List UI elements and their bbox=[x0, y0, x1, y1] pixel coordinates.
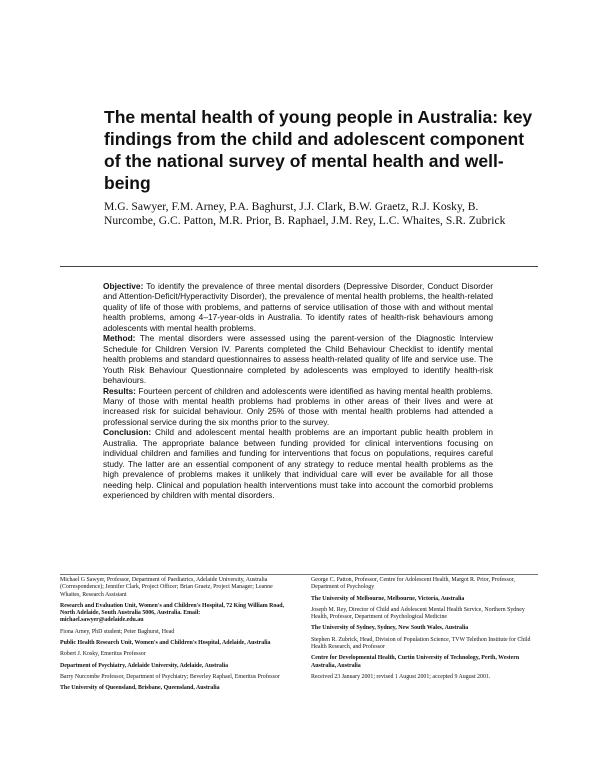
conclusion-text: Child and adolescent mental health problems are an important public health problem in Australia. The appropriate balance between funding provided for clinical interventions focusing on individual children and families and funding for interventions that focus on populations, requires careful study. The latter are an essential component of any strategy to reduce mental health problems as the high prevalence of problems makes it unlikely that individual care will ever be available for all those needing help. Clinical and population health interventions must take into account the comorbid problems experienced by children with mental disorders. bbox=[103, 427, 493, 501]
results-label: Results: bbox=[103, 385, 136, 396]
affiliations-left-column bbox=[60, 577, 284, 697]
objective-label: Objective: bbox=[103, 281, 144, 291]
author-list: M.G. Sawyer, F.M. Arney, P.A. Baghurst, J.J. Clark, B.W. Graetz, R.J. Kosky, B. Nurcombe, G.C. Patton, M.R. Prior, B. Raphael, J.M. Rey, L.C. Whaites, S.R. Zubrick bbox=[104, 200, 506, 228]
abstract-objective bbox=[103, 281, 493, 333]
objective-text: To identify the prevalence of three mental disorders (Depressive Disorder, Conduct Disorder and Attention-Deficit/Hyperactivity Disorder), the prevalence of mental health problems, the health-related quality of life of those with problems, and patterns of service utilisation of those with and without mental health problems, among 4–17-year-olds in Australia. To identify rates of health-risk behaviours among adolescents with mental health problems. bbox=[103, 281, 493, 333]
affiliation-entry: Stephen R. Zubrick, Head, Division of Population Science, TVW Telethon Institute for Child Health Research, and Professor bbox=[311, 636, 531, 651]
affiliation-entry: Barry Nurcombe Professor, Department of Psychiatry; Beverley Raphael, Emeritus Professor bbox=[60, 673, 280, 680]
affiliation-entry: Research and Evaluation Unit, Women's and Children's Hospital, 72 King William Road, North Adelaide, South Australia 5006, Australia. Email: michael.sawyer@adelaide.edu.au bbox=[60, 602, 284, 624]
conclusion-label: Conclusion: bbox=[103, 427, 152, 438]
paper-title: The mental health of young people in Australia: key findings from the child and adolescent component of the national survey of mental health and well-being bbox=[104, 107, 533, 193]
top-divider bbox=[60, 266, 538, 267]
affiliation-entry: The University of Queensland, Brisbane, Queensland, Australia bbox=[60, 685, 220, 692]
abstract-results bbox=[103, 386, 493, 428]
affiliations-right-column bbox=[311, 577, 539, 685]
received-dates: Received 23 January 2001; revised 1 August 2001; accepted 9 August 2001. bbox=[311, 673, 491, 680]
abstract-conclusion bbox=[103, 427, 493, 500]
abstract-method bbox=[103, 333, 493, 385]
affiliation-entry: Robert J. Kosky, Emeritus Professor bbox=[60, 651, 146, 658]
results-text: Fourteen percent of children and adolescents were identified as having mental health problems. Many of those with mental health problems had problems in other areas of their lives and were at increased risk for suicidal behaviour. Only 25% of those with mental health problems had attended a professional service during the six months prior to the survey. bbox=[103, 385, 494, 427]
affiliation-entry: The University of Melbourne, Melbourne, Victoria, Australia bbox=[311, 595, 465, 602]
method-label: Method: bbox=[103, 333, 136, 344]
affiliation-entry: Public Health Research Unit, Women's and Children's Hospital, Adelaide, Australia bbox=[60, 640, 271, 647]
affiliation-entry: Michael G Sawyer, Professor, Department of Paediatrics, Adelaide University, Australia (Correspondence); Jennifer Clark, Project Officer; Brian Graetz, Project Manager; Leanne Whaites, Research Assistant bbox=[60, 577, 273, 598]
footnote-divider bbox=[60, 574, 538, 575]
affiliation-entry: Centre for Developmental Health, Curtin University of Technology, Perth, Western Australia, Australia bbox=[311, 655, 520, 669]
affiliation-entry: George C. Patton, Professor, Centre for Adolescent Health, Margot R. Prior, Professor, Department of Psychology bbox=[311, 577, 515, 591]
affiliation-entry: Department of Psychiatry, Adelaide University, Adelaide, Australia bbox=[60, 662, 229, 669]
affiliation-entry: Fiona Arney, PhD student; Peter Baghurst, Head bbox=[60, 628, 175, 635]
affiliation-entry: The University of Sydney, Sydney, New South Wales, Australia bbox=[311, 625, 469, 632]
abstract bbox=[103, 281, 493, 501]
affiliation-entry: Joseph M. Rey, Director of Child and Adolescent Mental Health Service, Northern Sydney Health, Professor, Department of Psychological Medicine bbox=[311, 606, 525, 621]
method-text: The mental disorders were assessed using the parent-version of the Diagnostic Interview Schedule for Children Version IV. Parents completed the Child Behaviour Checklist to identify mental health problems and standard questionnaires to assess health-related quality of life and service use. The Youth Risk Behaviour Questionnaire completed by adolescents was employed to identify health-risk behaviours. bbox=[103, 333, 493, 386]
